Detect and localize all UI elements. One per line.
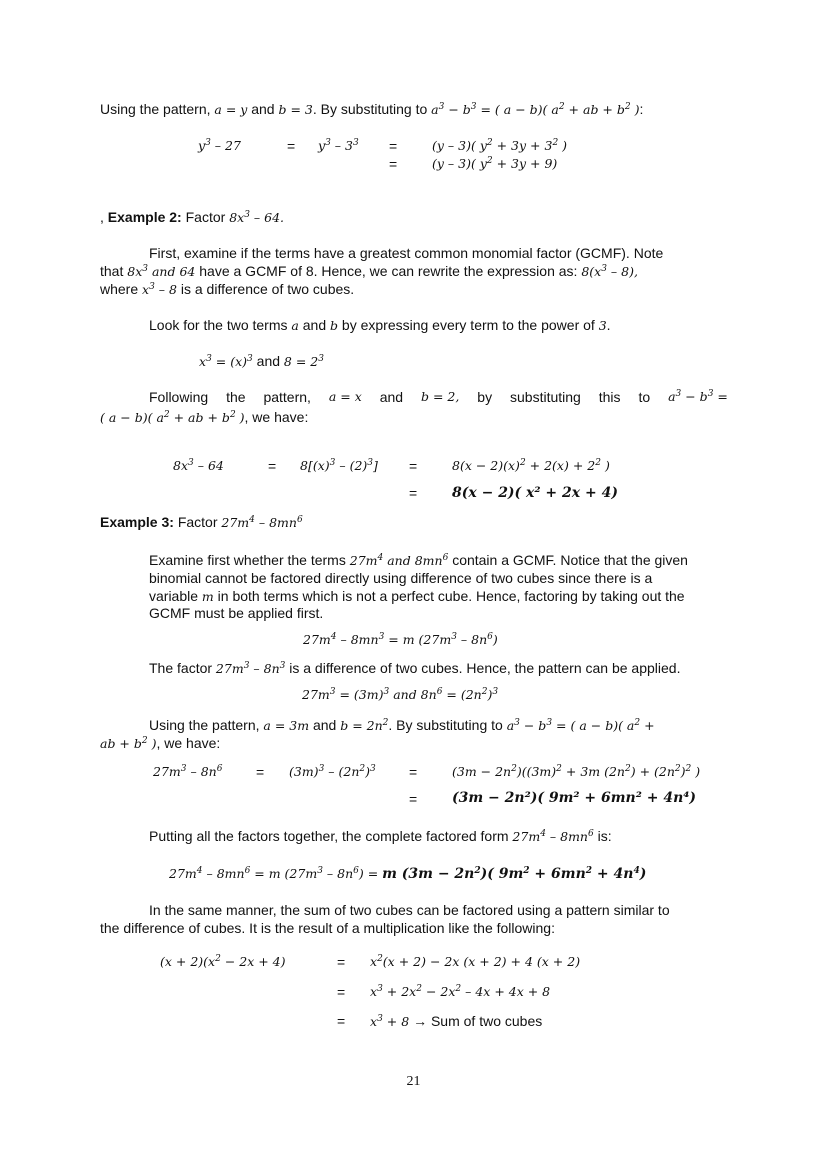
ex3-para3-line2: ab + $b^2$ ), we have: [100,735,221,751]
intro-line: Using the pattern, a = y and b = 3. By substituting to $a^3 - b^3$ = ( a − b)( $a^2$ + ab + $b^2$ ): [100,101,644,117]
ex3-para1-line4: GCMF must be applied first. [149,605,324,621]
ex3-eq3: = [409,791,418,807]
ex3-result: (3m − 2n²)( 9m² + 6mn² + 4n⁴) [452,790,697,806]
ex2-cubes: $x^3 = (x)^3$ and $8 = 2^3$ [199,353,324,369]
intro-text: Using the pattern, [100,101,211,117]
ex1-eq3: = [389,156,398,172]
ex2-rhs1: $8(x - 2)(x)^2 + 2(x) + 2^2$ ) [452,458,610,473]
ex2-eq1: = [268,458,277,474]
ex1-lhs: $y^3 - 27$ [198,138,241,153]
ex2-lhs: $8x^3 - 64$ [173,458,224,473]
ex2-result: 8(x − 2)( x² + 2x + 4) [452,485,618,501]
ex2-para3-line1: Following the pattern, a = x and b = 2, by substituting this to $a^3 - b^3$ = [149,389,728,405]
ex1-eq2: = [389,138,398,154]
ex3-gcmf-eq: $27m^4 - 8mn^3 = m$ $(27m^3 - 8n^6)$ [303,632,498,647]
ex2-eq3: = [409,485,418,501]
ex1-rhs1: (y – 3)( $y^2 + 3y + 3^2$ ) [432,138,568,153]
sum-lhs: $(x + 2)(x^2 - 2x + 4)$ [160,954,286,969]
ex2-mid: $8[(x)^3 - (2)^3]$ [300,458,378,473]
ex3-para1-line2: binomial cannot be factored directly using difference of two cubes since there is a [149,570,653,586]
sum-eq1: = [337,954,346,970]
ex3-rhs1: $(3m - 2n^2)((3m)^2 + 3m$ $(2n^2) + (2n^2)^2$ ) [452,764,701,779]
ex3-lhs: $27m^3 - 8n^6$ [153,764,223,779]
ex3-cubes-eq: $27m^3 = (3m)^3$ and $8n^6 = (2n^2)^3$ [302,687,499,702]
ex3-para4: Putting all the factors together, the complete factored form $27m^4 - 8mn^6$ is: [149,828,612,844]
ex2-para3-line2: ( a − b)( $a^2$ + ab + $b^2$ ), we have: [100,409,309,425]
ex2-para1-line1: First, examine if the terms have a greatest common monomial factor (GCMF). Note [149,245,664,261]
sum-rhs3: $x^3 + 8$ → Sum of two cubes [370,1013,543,1029]
sum-label: → Sum of two cubes [413,1013,543,1029]
ex3-eq2: = [409,764,418,780]
ex3-para2: The factor $27m^3 - 8n^3$ is a difference of two cubes. Hence, the pattern can be applied. [149,660,681,676]
ex2-para1-line3: where $x^3 - 8$ is a difference of two cubes. [100,281,355,297]
example-2-heading: , Example 2: Factor $8x^3 - 64$. [100,209,285,225]
ex1-mid: $y^3 - 3^3$ [318,138,359,153]
ex3-eq1: = [256,764,265,780]
ex1-rhs2: (y – 3)( $y^2 + 3y + 9$) [432,156,558,171]
ex1-eq: = [287,138,296,154]
page-number: 21 [406,1074,421,1089]
sum-rhs1: $x^2(x + 2) - 2x$ (x + 2) + 4 (x + 2) [370,954,581,969]
sum-rhs2: $x^3 + 2x^2 - 2x^2 - 4x + 4x + 8$ [370,984,551,999]
ex3-complete-factored: $27m^4 - 8mn^6 = m$ $(27m^3 - 8n^6) = m$ $(3m - 2n^2)$( $9m^2 + 6mn^2 + 4n^4$) [169,866,647,882]
sum-para-line2: the difference of cubes. It is the result of a multiplication like the following: [100,920,555,936]
sum-eq2: = [337,984,346,1000]
sum-para-line1: In the same manner, the sum of two cubes can be factored using a pattern similar to [149,902,670,918]
ex3-para1-line3: variable m in both terms which is not a perfect cube. Hence, factoring by taking out the [149,588,685,604]
example-3-heading: Example 3: Factor $27m^4 - 8mn^6$ [100,514,303,530]
ex3-mid: $(3m)^3 - (2n^2)^3$ [289,764,376,779]
ex3-para1-line1: Examine first whether the terms $27m^4$ and $8mn^6$ contain a GCMF. Notice that the given [149,552,688,568]
ex2-para1-line2: that $8x^3$ and 64 have a GCMF of 8. Hence, we can rewrite the expression as: $8(x^3 - 8)$, [100,263,638,279]
ex2-para2: Look for the two terms a and b by expressing every term to the power of 3. [149,317,611,333]
ex2-eq2: = [409,458,418,474]
ex3-para3-line1: Using the pattern, a = 3m and $b = 2n^2$. By substituting to $a^3 - b^3$ = ( a − b)( $a^2$ + [149,717,655,733]
sum-eq3: = [337,1013,346,1029]
